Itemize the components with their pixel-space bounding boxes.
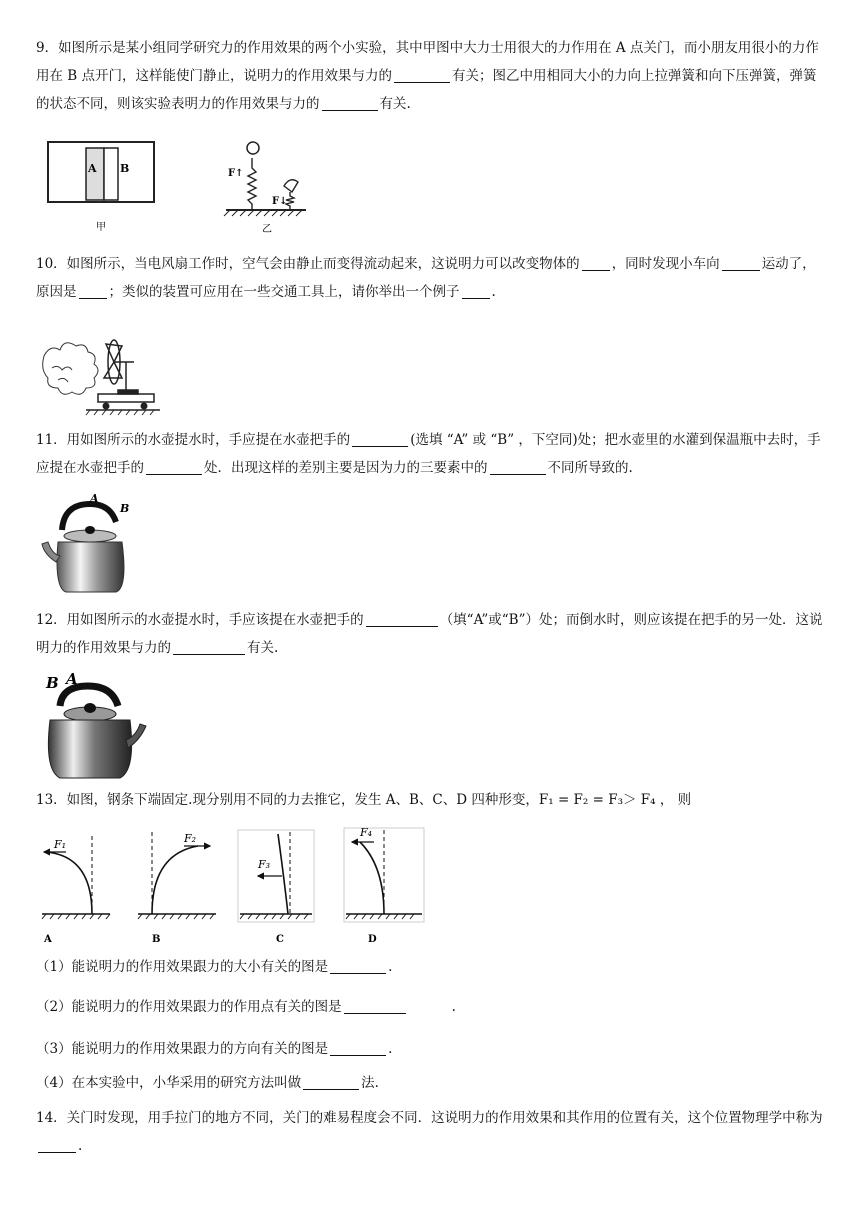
panel-d-caption: D <box>368 934 377 945</box>
q10-text-5: . <box>491 284 496 300</box>
q11-blank-2 <box>146 458 202 475</box>
panel-a-force: F₁ <box>54 838 67 851</box>
panel-a-caption: A <box>44 934 52 945</box>
kettle-label-a: A <box>90 492 99 505</box>
q13-sub-3-end: . <box>388 1041 393 1057</box>
q10-blank-3 <box>79 282 107 299</box>
door-label-a: A <box>88 162 97 175</box>
q11-kettle-figure <box>40 492 140 600</box>
q10-fan-cart-figure <box>38 316 162 416</box>
door-diagram <box>48 142 154 233</box>
q13-sub-1-text: （1）能说明力的作用效果跟力的大小有关的图是 <box>36 959 329 975</box>
panel-d-force: F₄ <box>360 826 373 839</box>
panel-b-caption: B <box>152 934 161 945</box>
q10-blank-4 <box>462 282 490 299</box>
q10-text-3: 运动了，原因是 <box>36 256 816 300</box>
q13-sub-3-text: （3）能说明力的作用效果跟力的方向有关的图是 <box>36 1041 329 1057</box>
q13-sub-3 <box>36 1038 826 1060</box>
q13-sub-1-blank <box>330 957 386 974</box>
q10-blank-2 <box>722 254 760 271</box>
q13-sub-2-text: （2）能说明力的作用效果跟力的作用点有关的图是 <box>36 999 342 1015</box>
q12-blank-1 <box>366 610 438 627</box>
q13-text-1: 13．如图，钢条下端固定.现分别用不同的力去推它，发生 A、B、C、D 四种形变，F₁ = F₂ = F₃＞ F₄ ， 则 <box>36 792 692 808</box>
panel-b <box>138 832 216 945</box>
panel-b-force: F₂ <box>184 832 197 845</box>
q13-sub-4 <box>36 1072 826 1094</box>
q11-blank-3 <box>490 458 546 475</box>
spring-label-f-down: F↓ <box>272 196 288 207</box>
q11-text-2: (选填 “A” 或 “B” ，下空同)处；把水壶里的水灌到保温瓶中去时，手应提在水壶把手的 <box>36 432 821 476</box>
q11-blank-1 <box>352 430 408 447</box>
q9-text-2: 有关；图乙中用相同大小的力向上拉弹簧和向下压弹簧，弹簧的状态不同，则该实验表明力的作用效果与力的 <box>36 68 817 112</box>
question-13 <box>36 786 826 814</box>
q10-text-1: 10．如图所示，当电风扇工作时，空气会由静止而变得流动起来，这说明力可以改变物体的 <box>36 256 580 272</box>
panel-c-force: F₃ <box>258 858 271 871</box>
panel-c-caption: C <box>276 934 284 945</box>
q14-text-1: 14．关门时发现，用手拉门的地方不同，关门的难易程度会不同．这说明力的作用效果和其作用的位置有关，这个位置物理学中称为 <box>36 1110 823 1126</box>
question-14 <box>36 1104 826 1160</box>
caption-jia: 甲 <box>96 222 106 233</box>
q12-text-3: 有关. <box>247 640 279 656</box>
q13-sub-3-blank <box>330 1039 386 1056</box>
q13-sub-4-blank <box>303 1073 359 1090</box>
q9-blank-2 <box>322 94 378 111</box>
q13-sub-2 <box>36 996 826 1018</box>
q13-sub-2-blank <box>344 997 406 1014</box>
q13-sub-1 <box>36 956 826 978</box>
q13-sub-4-end: 法. <box>361 1075 379 1091</box>
q13-sub-2-end: . <box>451 999 456 1015</box>
q11-text-4: 不同所导致的. <box>547 460 633 476</box>
q10-blank-1 <box>582 254 610 271</box>
q14-text-2: . <box>78 1138 83 1154</box>
spring-diagram <box>224 142 306 235</box>
kettle2-label-b: B <box>46 674 59 692</box>
question-12 <box>36 606 826 662</box>
q12-kettle-figure <box>40 670 148 782</box>
q9-text-1: 9．如图所示是某小组同学研究力的作用效果的两个小实验，其中甲图中大力士用很大的力作用在 A 点关门，而小朋友用很小的力作用在 B 点开门，这样能使门静止，说明力的作用效果与力的 <box>36 40 819 84</box>
q12-blank-2 <box>173 638 245 655</box>
kettle-label-b: B <box>120 502 130 515</box>
kettle2-label-a: A <box>66 670 78 688</box>
question-9 <box>36 34 826 118</box>
q13-sub-1-end: . <box>388 959 393 975</box>
panel-c <box>238 830 314 945</box>
question-11 <box>36 426 826 482</box>
q13-sub-4-text: （4）在本实验中，小华采用的研究方法叫做 <box>36 1075 302 1091</box>
panel-a <box>42 836 110 945</box>
q14-blank-1 <box>38 1136 76 1153</box>
q9-blank-1 <box>394 66 450 83</box>
q10-text-2: ，同时发现小车向 <box>611 256 720 272</box>
panel-d <box>344 826 424 945</box>
question-10 <box>36 250 826 306</box>
spring-label-f-up: F↑ <box>228 168 244 179</box>
q13-steel-strip-figure <box>38 822 438 950</box>
q9-figure <box>40 134 340 236</box>
door-label-b: B <box>120 162 130 175</box>
q11-text-3: 处．出现这样的差别主要是因为力的三要素中的 <box>204 460 488 476</box>
q12-text-2: （填“A”或“B”）处；而倒水时，则应该提在把手的另一处．这说明力的作用效果与力的 <box>36 612 823 656</box>
q11-text-1: 11．用如图所示的水壶提水时，手应提在水壶把手的 <box>36 432 351 448</box>
caption-yi: 乙 <box>262 224 272 235</box>
q9-text-3: 有关. <box>379 96 411 112</box>
q10-text-4: ；类似的装置可应用在一些交通工具上，请你举出一个例子 <box>108 284 460 300</box>
q12-text-1: 12．用如图所示的水壶提水时，手应该提在水壶把手的 <box>36 612 364 628</box>
